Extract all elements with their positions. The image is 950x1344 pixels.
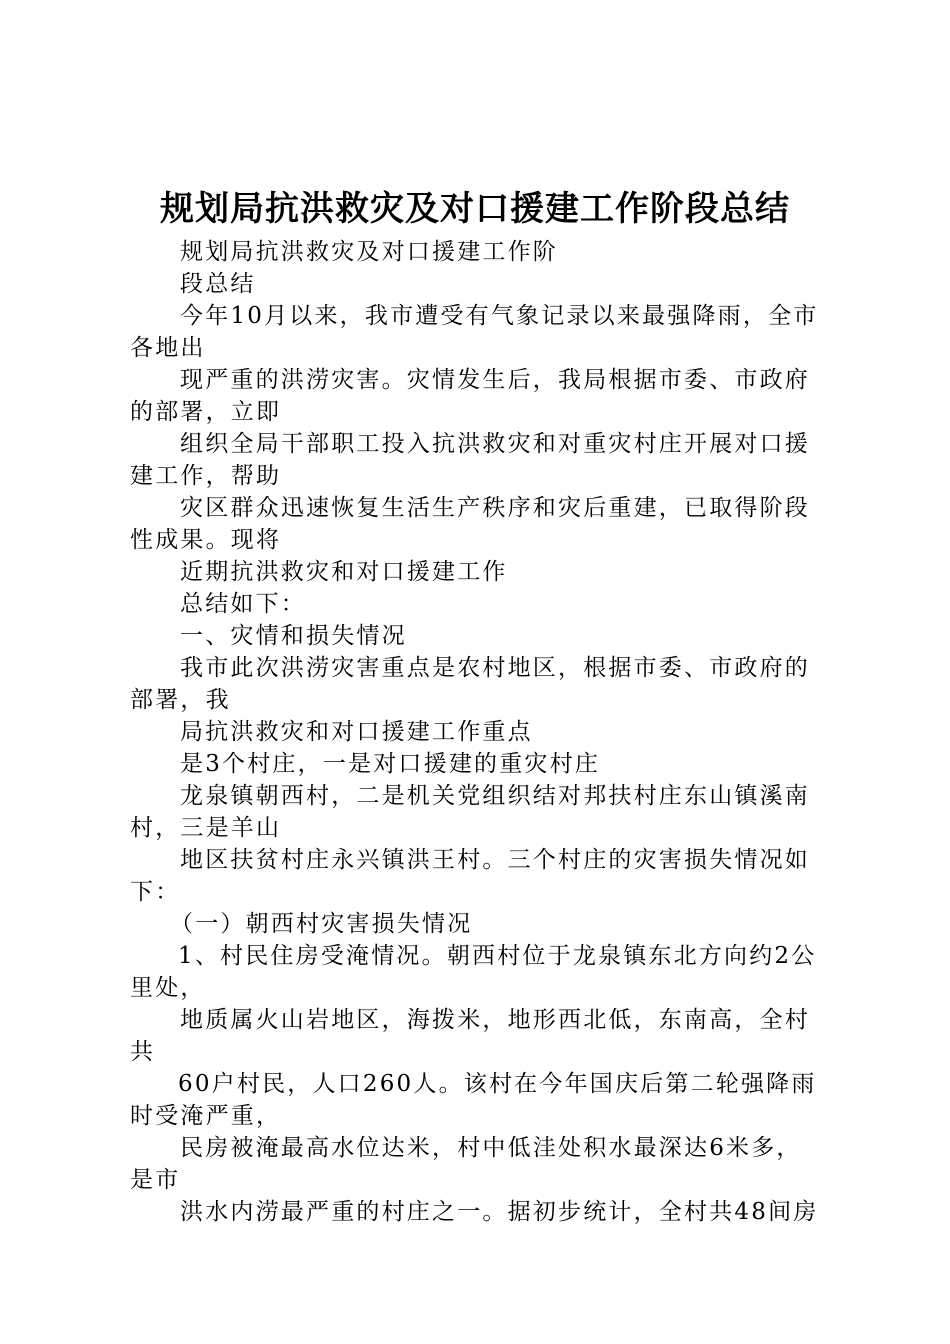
paragraph-line: 段总结 bbox=[180, 271, 256, 297]
paragraph-line: 部署，我 bbox=[130, 687, 231, 713]
paragraph-line: 村，三是羊山 bbox=[130, 815, 282, 841]
paragraph-line: 各地出 bbox=[130, 335, 206, 361]
paragraph-line: 灾区群众迅速恢复生活生产秩序和灾后重建，已取得阶段 bbox=[180, 495, 810, 521]
paragraph-line: 地质属火山岩地区，海拨米，地形西北低，东南高，全村 bbox=[180, 1007, 810, 1033]
paragraph-line: 地区扶贫村庄永兴镇洪王村。三个村庄的灾害损失情况如 bbox=[180, 847, 810, 873]
paragraph-line: 是3个村庄，一是对口援建的重灾村庄 bbox=[180, 751, 601, 777]
paragraph-line: 是市 bbox=[130, 1167, 181, 1193]
paragraph-line: 建工作，帮助 bbox=[130, 463, 282, 489]
paragraph-line: 我市此次洪涝灾害重点是农村地区，根据市委、市政府的 bbox=[180, 655, 810, 681]
section-heading: 一、灾情和损失情况 bbox=[180, 623, 407, 649]
document-title: 规划局抗洪救灾及对口援建工作阶段总结 bbox=[160, 189, 790, 229]
paragraph-line: 规划局抗洪救灾及对口援建工作阶 bbox=[180, 239, 558, 265]
paragraph-line: 现严重的洪涝灾害。灾情发生后，我局根据市委、市政府 bbox=[180, 367, 810, 393]
paragraph-line: 60户村民，人口260人。该村在今年国庆后第二轮强降雨 bbox=[178, 1071, 817, 1097]
paragraph-line: 龙泉镇朝西村，二是机关党组织结对邦扶村庄东山镇溪南 bbox=[180, 783, 810, 809]
document-body bbox=[130, 236, 832, 1228]
paragraph-line: 组织全局干部职工投入抗洪救灾和对重灾村庄开展对口援 bbox=[180, 431, 810, 457]
paragraph-line: 民房被淹最高水位达米，村中低洼处积水最深达6米多， bbox=[180, 1135, 802, 1161]
paragraph-line: 局抗洪救灾和对口援建工作重点 bbox=[180, 719, 533, 745]
paragraph-line: 里处， bbox=[130, 975, 206, 1001]
paragraph-line: 近期抗洪救灾和对口援建工作 bbox=[180, 559, 508, 585]
paragraph-line: 下： bbox=[130, 879, 181, 905]
subsection-heading: （一）朝西村灾害损失情况 bbox=[170, 911, 473, 937]
paragraph-line: 洪水内涝最严重的村庄之一。据初步统计，全村共48间房 bbox=[180, 1199, 819, 1225]
paragraph-line: 1、村民住房受淹情况。朝西村位于龙泉镇东北方向约2公 bbox=[178, 943, 817, 969]
paragraph-line: 今年10月以来，我市遭受有气象记录以来最强降雨，全市 bbox=[180, 303, 819, 329]
paragraph-line: 共 bbox=[130, 1039, 156, 1065]
paragraph-line: 性成果。现将 bbox=[130, 527, 282, 553]
paragraph-line: 的部署，立即 bbox=[130, 399, 282, 425]
paragraph-line: 总结如下： bbox=[180, 591, 306, 617]
paragraph-line: 时受淹严重， bbox=[130, 1103, 282, 1129]
